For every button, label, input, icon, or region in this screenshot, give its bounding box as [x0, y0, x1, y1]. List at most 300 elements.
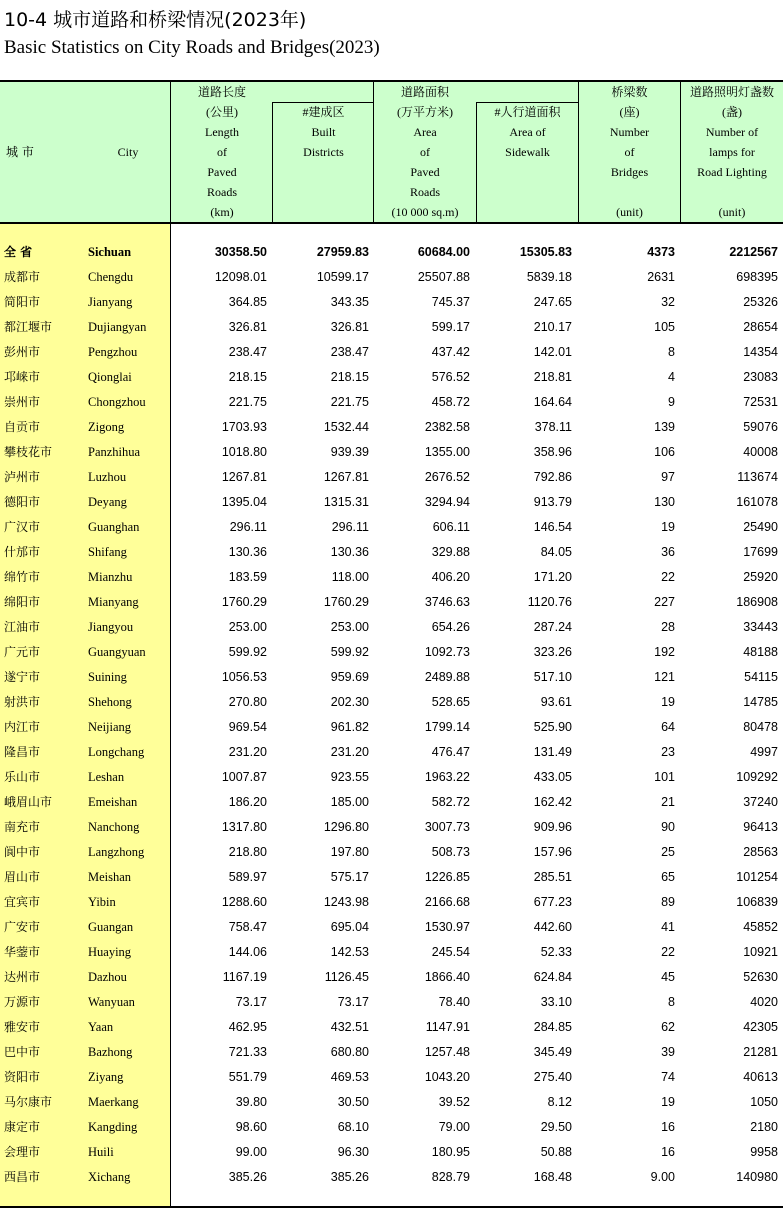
- value-cell: 296.11: [331, 520, 369, 534]
- value-cell: 1147.91: [425, 1020, 470, 1034]
- value-cell: 73.17: [235, 995, 267, 1009]
- value-cell: 758.47: [228, 920, 267, 934]
- city-name-en: Mianzhu: [88, 570, 133, 584]
- value-cell: 589.97: [228, 870, 267, 884]
- value-cell: 323.26: [533, 645, 572, 659]
- value-cell: 25920: [743, 570, 778, 584]
- value-cell: 284.85: [533, 1020, 572, 1034]
- value-cell: 1355.00: [424, 445, 470, 459]
- value-cell: 105: [654, 320, 675, 334]
- table-row: [0, 690, 783, 715]
- value-cell: 1395.04: [221, 495, 267, 509]
- city-name-en: Kangding: [88, 1120, 138, 1134]
- city-name-en: Yaan: [88, 1020, 114, 1034]
- value-cell: 14785: [743, 695, 778, 709]
- city-name-cn: 成都市: [4, 270, 41, 284]
- value-cell: 469.53: [330, 1070, 369, 1084]
- value-cell: 1963.22: [424, 770, 470, 784]
- city-name-en: Huili: [88, 1145, 114, 1159]
- city-name-cn: 崇州市: [4, 395, 41, 409]
- value-cell: 121: [654, 670, 675, 684]
- value-cell: 1120.76: [527, 595, 572, 609]
- value-cell: 247.65: [533, 295, 572, 309]
- table-bottom-rule: [0, 1206, 783, 1208]
- value-cell: 270.80: [228, 695, 267, 709]
- city-name-en: Mianyang: [88, 595, 139, 609]
- value-cell: 90: [661, 820, 675, 834]
- table-row: [0, 440, 783, 465]
- table-row: [0, 1140, 783, 1165]
- header-built-districts: #建成区 Built Districts: [302, 105, 345, 159]
- value-cell: 21281: [743, 1045, 778, 1059]
- value-cell: 16: [661, 1120, 675, 1134]
- city-name-cn: 巴中市: [4, 1045, 41, 1059]
- city-name-en: Meishan: [88, 870, 132, 884]
- value-cell: 1296.80: [323, 820, 369, 834]
- value-cell: 231.20: [330, 745, 369, 759]
- value-cell: 101: [654, 770, 675, 784]
- city-name-cn: 雅安市: [4, 1020, 41, 1034]
- table-row: [0, 940, 783, 965]
- value-cell: 961.82: [330, 720, 369, 734]
- value-cell: 218.80: [228, 845, 267, 859]
- value-cell: 21: [661, 795, 675, 809]
- table-row: [0, 290, 783, 315]
- value-cell: 458.72: [431, 395, 470, 409]
- city-name-en: Wanyuan: [88, 995, 135, 1009]
- value-cell: 329.88: [431, 545, 470, 559]
- value-cell: 28563: [743, 845, 778, 859]
- value-cell: 238.47: [228, 345, 267, 359]
- value-cell: 1226.85: [424, 870, 470, 884]
- city-name-cn: 万源市: [4, 995, 41, 1009]
- value-cell: 792.86: [533, 470, 572, 484]
- city-name-en: Guanghan: [88, 520, 140, 534]
- header-divider: [476, 102, 477, 222]
- value-cell: 210.17: [533, 320, 572, 334]
- city-name-en: Dazhou: [88, 970, 127, 984]
- city-name-en: Bazhong: [88, 1045, 133, 1059]
- value-cell: 19: [661, 695, 675, 709]
- value-cell: 192: [654, 645, 675, 659]
- header-divider: [578, 82, 579, 222]
- table-header: [0, 80, 783, 224]
- table-row: [0, 515, 783, 540]
- value-cell: 97: [661, 470, 675, 484]
- value-cell: 130.36: [228, 545, 267, 559]
- value-cell: 253.00: [330, 620, 369, 634]
- city-name-en: Xichang: [88, 1170, 131, 1184]
- value-cell: 1530.97: [424, 920, 470, 934]
- table-row: [0, 865, 783, 890]
- table-row: [0, 1015, 783, 1040]
- city-name-en: Langzhong: [88, 845, 145, 859]
- table-title-cn: 10-4 城市道路和桥梁情况(2023年): [4, 9, 307, 31]
- city-name-en: Jianyang: [88, 295, 133, 309]
- value-cell: 22: [661, 570, 675, 584]
- value-cell: 142.01: [533, 345, 572, 359]
- value-cell: 364.85: [228, 295, 267, 309]
- city-name-cn: 隆昌市: [4, 745, 41, 759]
- value-cell: 19: [661, 1095, 675, 1109]
- city-name-cn: 德阳市: [4, 495, 41, 509]
- value-cell: 17699: [743, 545, 778, 559]
- value-cell: 939.39: [330, 445, 369, 459]
- city-name-cn: 都江堰市: [4, 320, 53, 334]
- value-cell: 45: [661, 970, 675, 984]
- table-row: [0, 390, 783, 415]
- value-cell: 1317.80: [221, 820, 267, 834]
- value-cell: 79.00: [438, 1120, 470, 1134]
- value-cell: 8: [668, 345, 675, 359]
- city-name-cn: 马尔康市: [4, 1095, 53, 1109]
- value-cell: 2631: [647, 270, 675, 284]
- value-cell: 1167.19: [222, 970, 267, 984]
- value-cell: 1760.29: [323, 595, 369, 609]
- value-cell: 909.96: [533, 820, 572, 834]
- value-cell: 171.20: [533, 570, 572, 584]
- value-cell: 62: [661, 1020, 675, 1034]
- value-cell: 164.64: [533, 395, 572, 409]
- value-cell: 80478: [743, 720, 778, 734]
- value-cell: 113674: [737, 470, 778, 484]
- value-cell: 3746.63: [424, 595, 470, 609]
- value-cell: 606.11: [432, 520, 470, 534]
- value-cell: 326.81: [228, 320, 267, 334]
- city-name-cn: 邛崃市: [4, 370, 41, 384]
- value-cell: 385.26: [228, 1170, 267, 1184]
- table-row: [0, 990, 783, 1015]
- value-cell: 745.37: [431, 295, 470, 309]
- value-cell: 2166.68: [424, 895, 470, 909]
- value-cell: 25490: [743, 520, 778, 534]
- value-cell: 183.59: [228, 570, 267, 584]
- city-name-cn: 康定市: [4, 1120, 41, 1134]
- value-cell: 285.51: [533, 870, 572, 884]
- city-name-cn: 简阳市: [4, 295, 41, 309]
- value-cell: 162.42: [533, 795, 572, 809]
- city-name-cn: 绵竹市: [4, 570, 41, 584]
- table-row: [0, 365, 783, 390]
- value-cell: 186908: [736, 595, 778, 609]
- value-cell: 599.92: [228, 645, 267, 659]
- value-cell: 432.51: [330, 1020, 369, 1034]
- header-divider: [373, 82, 374, 222]
- table-row: [0, 490, 783, 515]
- value-cell: 1315.31: [323, 495, 369, 509]
- value-cell: 106839: [736, 895, 778, 909]
- value-cell: 130.36: [330, 545, 369, 559]
- value-cell: 93.61: [540, 695, 572, 709]
- value-cell: 1257.48: [424, 1045, 470, 1059]
- value-cell: 913.79: [533, 495, 572, 509]
- value-cell: 180.95: [431, 1145, 470, 1159]
- header-city-en: City: [117, 145, 139, 159]
- table-row: [0, 465, 783, 490]
- value-cell: 508.73: [431, 845, 470, 859]
- value-cell: 25: [661, 845, 675, 859]
- value-cell: 99.00: [235, 1145, 267, 1159]
- header-divider: [476, 102, 578, 103]
- city-name-cn: 广元市: [4, 645, 41, 659]
- value-cell: 1532.44: [323, 420, 369, 434]
- value-cell: 442.60: [533, 920, 572, 934]
- value-cell: 287.24: [533, 620, 572, 634]
- value-cell: 624.84: [533, 970, 572, 984]
- value-cell: 101254: [736, 870, 778, 884]
- table-row: [0, 415, 783, 440]
- table-row: [0, 315, 783, 340]
- value-cell: 3007.73: [424, 820, 470, 834]
- value-cell: 1267.81: [221, 470, 267, 484]
- value-cell: 8: [668, 995, 675, 1009]
- value-cell: 36: [661, 545, 675, 559]
- value-cell: 146.54: [533, 520, 572, 534]
- value-cell: 40008: [743, 445, 778, 459]
- value-cell: 161078: [736, 495, 778, 509]
- city-name-cn: 自贡市: [4, 420, 41, 434]
- value-cell: 144.06: [228, 945, 267, 959]
- value-cell: 680.80: [330, 1045, 369, 1059]
- header-divider: [680, 82, 681, 222]
- value-cell: 462.95: [228, 1020, 267, 1034]
- value-cell: 84.05: [540, 545, 572, 559]
- value-cell: 142.53: [330, 945, 369, 959]
- value-cell: 23: [661, 745, 675, 759]
- value-cell: 969.54: [228, 720, 267, 734]
- value-cell: 37240: [743, 795, 778, 809]
- value-cell: 231.20: [228, 745, 267, 759]
- value-cell: 89: [661, 895, 675, 909]
- header-divider: [272, 102, 273, 222]
- value-cell: 39.80: [235, 1095, 267, 1109]
- city-name-en: Guangan: [88, 920, 134, 934]
- city-name-en: Ziyang: [88, 1070, 124, 1084]
- value-cell: 5839.18: [526, 270, 572, 284]
- value-cell: 476.47: [431, 745, 470, 759]
- value-cell: 40613: [743, 1070, 778, 1084]
- value-cell: 1703.93: [221, 420, 267, 434]
- value-cell: 698395: [736, 270, 778, 284]
- value-cell: 2676.52: [424, 470, 470, 484]
- table-row: [0, 265, 783, 290]
- value-cell: 525.90: [533, 720, 572, 734]
- value-cell: 1043.20: [424, 1070, 470, 1084]
- table-title-en: Basic Statistics on City Roads and Bridges(2023): [4, 37, 380, 58]
- value-cell: 238.47: [330, 345, 369, 359]
- city-name-cn: 宜宾市: [4, 895, 41, 909]
- city-name-en: Shehong: [88, 695, 132, 709]
- value-cell: 28654: [743, 320, 778, 334]
- header-divider: [272, 102, 374, 103]
- city-name-en: Maerkang: [88, 1095, 139, 1109]
- value-cell: 140980: [736, 1170, 778, 1184]
- city-name-cn: 遂宁市: [4, 670, 41, 684]
- value-cell: 54115: [744, 670, 778, 684]
- value-cell: 385.26: [330, 1170, 369, 1184]
- city-name-en: Luzhou: [88, 470, 127, 484]
- value-cell: 27959.83: [316, 245, 369, 259]
- table-row: [0, 665, 783, 690]
- city-name-cn: 绵阳市: [4, 595, 41, 609]
- value-cell: 599.92: [330, 645, 369, 659]
- value-cell: 378.11: [534, 420, 572, 434]
- value-cell: 1126.45: [324, 970, 369, 984]
- value-cell: 1866.40: [424, 970, 470, 984]
- value-cell: 3294.94: [424, 495, 470, 509]
- table-row: [0, 615, 783, 640]
- city-name-en: Yibin: [88, 895, 116, 909]
- header-lamps: 道路照明灯盏数 (盏) Number of lamps for Road Lighting (unit): [689, 85, 774, 219]
- value-cell: 358.96: [533, 445, 572, 459]
- value-cell: 221.75: [330, 395, 369, 409]
- value-cell: 1288.60: [221, 895, 267, 909]
- value-cell: 59076: [743, 420, 778, 434]
- value-cell: 1760.29: [221, 595, 267, 609]
- table-row-total: [0, 240, 783, 265]
- value-cell: 575.17: [330, 870, 369, 884]
- value-cell: 8.12: [547, 1095, 572, 1109]
- header-road-area: 道路面积 (万平方米) Area of Paved Roads (10 000 sq.m): [391, 85, 459, 219]
- value-cell: 15305.83: [519, 245, 572, 259]
- value-cell: 2212567: [729, 245, 778, 259]
- value-cell: 74: [661, 1070, 675, 1084]
- table-row: [0, 1115, 783, 1140]
- city-name-en: Suining: [88, 670, 127, 684]
- city-name-cn: 眉山市: [4, 870, 41, 884]
- value-cell: 227: [654, 595, 675, 609]
- value-cell: 4020: [750, 995, 778, 1009]
- value-cell: 45852: [743, 920, 778, 934]
- value-cell: 197.80: [330, 845, 369, 859]
- value-cell: 28: [661, 620, 675, 634]
- value-cell: 1092.73: [424, 645, 470, 659]
- value-cell: 30.50: [337, 1095, 369, 1109]
- value-cell: 695.04: [330, 920, 369, 934]
- city-name-cn: 会理市: [4, 1145, 41, 1159]
- table-row: [0, 765, 783, 790]
- city-name-en: Huaying: [88, 945, 132, 959]
- city-name-cn: 阆中市: [4, 845, 41, 859]
- value-cell: 118.00: [331, 570, 369, 584]
- city-name-cn: 内江市: [4, 720, 41, 734]
- value-cell: 96.30: [337, 1145, 369, 1159]
- header-divider: [170, 82, 171, 222]
- value-cell: 296.11: [229, 520, 267, 534]
- value-cell: 576.52: [431, 370, 470, 384]
- city-name-en: Zigong: [88, 420, 125, 434]
- table-row: [0, 565, 783, 590]
- value-cell: 517.10: [533, 670, 572, 684]
- value-cell: 582.72: [431, 795, 470, 809]
- city-name-cn: 江油市: [4, 620, 41, 634]
- value-cell: 64: [661, 720, 675, 734]
- value-cell: 9.00: [650, 1170, 675, 1184]
- value-cell: 654.26: [431, 620, 470, 634]
- value-cell: 433.05: [533, 770, 572, 784]
- value-cell: 221.75: [228, 395, 267, 409]
- city-name-en: Emeishan: [88, 795, 138, 809]
- city-name-cn: 达州市: [4, 970, 41, 984]
- city-name-cn: 西昌市: [4, 1170, 41, 1184]
- value-cell: 218.15: [228, 370, 267, 384]
- city-name-cn: 峨眉山市: [4, 795, 53, 809]
- city-name-en: Guangyuan: [88, 645, 146, 659]
- value-cell: 98.60: [235, 1120, 267, 1134]
- table-row: [0, 340, 783, 365]
- value-cell: 406.20: [431, 570, 470, 584]
- value-cell: 130: [654, 495, 675, 509]
- value-cell: 16: [661, 1145, 675, 1159]
- value-cell: 78.40: [438, 995, 470, 1009]
- value-cell: 73.17: [337, 995, 369, 1009]
- city-name-en: Chengdu: [88, 270, 134, 284]
- value-cell: 23083: [743, 370, 778, 384]
- city-name-en: Nanchong: [88, 820, 140, 834]
- value-cell: 218.81: [533, 370, 572, 384]
- value-cell: 528.65: [431, 695, 470, 709]
- value-cell: 52630: [743, 970, 778, 984]
- value-cell: 65: [661, 870, 675, 884]
- value-cell: 828.79: [431, 1170, 470, 1184]
- value-cell: 1050: [750, 1095, 778, 1109]
- value-cell: 10599.17: [316, 270, 369, 284]
- table-row: [0, 1065, 783, 1090]
- table-row: [0, 1090, 783, 1115]
- value-cell: 168.48: [533, 1170, 572, 1184]
- value-cell: 39: [661, 1045, 675, 1059]
- value-cell: 33.10: [540, 995, 572, 1009]
- table-row: [0, 640, 783, 665]
- value-cell: 2489.88: [424, 670, 470, 684]
- city-name-cn: 攀枝花市: [4, 445, 53, 459]
- table-row: [0, 540, 783, 565]
- city-name-en: Pengzhou: [88, 345, 138, 359]
- header-road-length: 道路长度 (公里) Length of Paved Roads (km): [197, 85, 246, 219]
- value-cell: 345.49: [533, 1045, 572, 1059]
- value-cell: 9958: [750, 1145, 778, 1159]
- value-cell: 33443: [743, 620, 778, 634]
- value-cell: 1007.87: [221, 770, 267, 784]
- table-row: [0, 815, 783, 840]
- city-name-cn: 彭州市: [4, 345, 41, 359]
- city-name-cn: 南充市: [4, 820, 41, 834]
- value-cell: 139: [654, 420, 675, 434]
- value-cell: 343.35: [330, 295, 369, 309]
- table-row: [0, 915, 783, 940]
- city-name-cn: 全 省: [4, 245, 33, 259]
- value-cell: 157.96: [533, 845, 572, 859]
- value-cell: 1267.81: [323, 470, 369, 484]
- value-cell: 959.69: [330, 670, 369, 684]
- value-cell: 22: [661, 945, 675, 959]
- value-cell: 19: [661, 520, 675, 534]
- value-cell: 4997: [750, 745, 778, 759]
- city-name-en: Chongzhou: [88, 395, 146, 409]
- value-cell: 2180: [750, 1120, 778, 1134]
- table-row: [0, 790, 783, 815]
- value-cell: 32: [661, 295, 675, 309]
- value-cell: 721.33: [228, 1045, 267, 1059]
- city-name-en: Shifang: [88, 545, 127, 559]
- header-sidewalk: #人行道面积 Area of Sidewalk: [494, 105, 561, 159]
- value-cell: 14354: [743, 345, 778, 359]
- table-row: [0, 590, 783, 615]
- city-name-cn: 华蓥市: [4, 945, 41, 959]
- city-name-cn: 广安市: [4, 920, 41, 934]
- value-cell: 131.49: [533, 745, 572, 759]
- value-cell: 48188: [743, 645, 778, 659]
